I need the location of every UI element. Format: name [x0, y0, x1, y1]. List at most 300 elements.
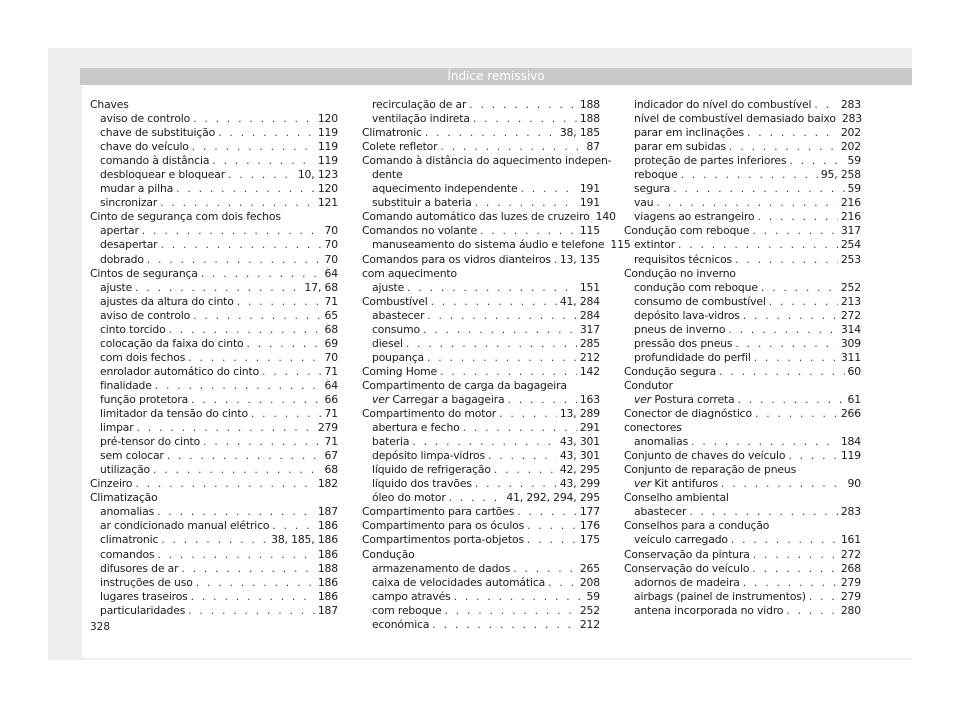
entry-term: dobrado — [100, 252, 144, 266]
page-reference: 280 — [840, 603, 861, 617]
page-reference: 42, 295 — [559, 463, 600, 477]
index-subentry — [362, 182, 600, 196]
page-reference: 279 — [840, 575, 861, 589]
dot-leader — [517, 505, 577, 519]
index-entry — [362, 210, 616, 224]
dot-leader — [160, 238, 321, 252]
dot-leader — [494, 463, 557, 477]
index-subentry — [624, 393, 861, 407]
page-reference: 291 — [579, 421, 600, 435]
index-subentry — [362, 576, 600, 590]
index-subentry — [624, 196, 861, 210]
index-subentry — [624, 238, 861, 252]
dot-leader — [475, 477, 557, 491]
dot-leader — [747, 126, 838, 140]
page-reference: 212 — [579, 350, 600, 364]
dot-leader — [454, 590, 584, 604]
index-subentry — [362, 112, 600, 126]
entry-term: armazenamento de dados — [372, 561, 511, 575]
page-reference: 188 — [579, 98, 600, 111]
index-heading: Compartimento de carga da bagageira — [362, 378, 567, 392]
entry-term: chave do veículo — [100, 140, 189, 154]
entry-term: aquecimento independente — [372, 182, 518, 196]
entry-term: ar condicionado manual elétrico — [100, 519, 270, 533]
page-reference: 176 — [579, 519, 600, 533]
entry-term: segura — [634, 182, 671, 196]
dot-leader — [427, 309, 577, 323]
entry-term: Compartimento para cartões — [362, 505, 515, 519]
entry-term: antena incorporada no vidro — [634, 603, 784, 617]
dot-leader — [247, 337, 322, 351]
index-subentry — [90, 562, 338, 576]
index-subentry — [90, 337, 338, 351]
page-reference: 68 — [324, 463, 338, 477]
index-subentry — [90, 281, 338, 295]
page-reference: 216 — [840, 210, 861, 224]
entry-term: viagens ao estrangeiro — [634, 210, 755, 224]
dot-leader — [681, 168, 818, 182]
dot-leader — [407, 281, 577, 295]
entry-term: desbloquear e bloquear — [100, 168, 226, 182]
page-reference: 65 — [324, 308, 338, 322]
dot-leader — [719, 365, 845, 379]
index-subentry — [624, 351, 861, 365]
see-reference-label: ver — [372, 392, 390, 406]
entry-term: Condução segura — [624, 364, 717, 378]
index-subentry — [624, 168, 861, 182]
dot-leader — [201, 267, 322, 281]
dot-leader — [689, 505, 838, 519]
index-subentry — [90, 365, 338, 379]
page-reference: 191 — [579, 196, 600, 210]
dot-leader — [507, 393, 576, 407]
index-subentry — [362, 618, 600, 632]
entry-term: com dois fechos — [100, 350, 186, 364]
dot-leader — [181, 562, 314, 576]
page-reference: 43, 299 — [559, 477, 600, 491]
entry-term: condução com reboque — [634, 280, 758, 294]
index-subentry — [90, 463, 338, 477]
entry-term: Conjunto de chaves do veículo — [624, 449, 786, 463]
index-column-3 — [624, 98, 861, 618]
dot-leader — [520, 182, 576, 196]
index-entry — [90, 477, 338, 491]
entry-term: difusores de ar — [100, 561, 179, 575]
entry-term: limpar — [100, 421, 134, 435]
dot-leader — [425, 126, 557, 140]
dot-leader — [673, 182, 844, 196]
dot-leader — [135, 477, 315, 491]
entry-term: profundidade do perfil — [634, 350, 751, 364]
dot-leader — [449, 491, 504, 505]
index-heading: Chaves — [90, 98, 129, 111]
index-subentry — [90, 182, 338, 196]
entry-term: anomalias — [634, 435, 689, 449]
dot-leader — [218, 126, 315, 140]
dot-leader — [678, 238, 838, 252]
entry-term: instruções de uso — [100, 575, 193, 589]
entry-term: Condução com reboque — [624, 224, 750, 238]
entry-term: Colete refletor — [362, 140, 438, 154]
index-subentry — [90, 407, 338, 421]
dot-leader — [153, 463, 322, 477]
dot-leader — [731, 533, 838, 547]
page-reference: 252 — [840, 280, 861, 294]
dot-leader — [721, 477, 845, 491]
dot-leader — [196, 576, 315, 590]
page-reference: 268 — [840, 561, 861, 575]
entry-term: económica — [372, 617, 430, 631]
page-reference: 142 — [579, 364, 600, 378]
see-reference-target: Postura correta — [654, 392, 735, 406]
entry-term: poupança — [372, 350, 424, 364]
page-reference: 279 — [317, 421, 338, 435]
dot-leader — [203, 435, 321, 449]
dot-leader — [155, 379, 322, 393]
page-reference: 10, 123 — [297, 168, 338, 182]
page-reference: 161 — [840, 533, 861, 547]
entry-term: recirculação de ar — [372, 98, 467, 111]
entry-term: aviso de controlo — [100, 112, 191, 126]
entry-term: Comandos no volante — [362, 224, 477, 238]
dot-leader — [499, 407, 557, 421]
dot-leader — [488, 449, 557, 463]
page-reference: 71 — [324, 407, 338, 421]
index-subentry — [624, 477, 861, 491]
index-subentry — [362, 562, 600, 576]
index-entry — [362, 224, 600, 238]
entry-term: apertar — [100, 224, 139, 238]
index-subentry — [362, 337, 600, 351]
entry-term: utilização — [100, 463, 151, 477]
entry-term: enrolador automático do cinto — [100, 364, 260, 378]
dot-leader — [423, 323, 577, 337]
index-entry — [362, 407, 600, 421]
entry-term: veículo carregado — [634, 533, 728, 547]
entry-term: campo através — [372, 589, 451, 603]
page-reference: 70 — [324, 350, 338, 364]
index-entry — [90, 267, 338, 281]
index-column-2 — [362, 98, 631, 632]
entry-term: mudar a pilha — [100, 182, 174, 196]
dot-leader — [743, 576, 838, 590]
dot-leader — [167, 449, 322, 463]
dot-leader — [463, 421, 577, 435]
dot-leader — [691, 435, 838, 449]
dot-leader — [788, 449, 838, 463]
page-reference: 317 — [840, 224, 861, 238]
page-reference: 188 — [317, 561, 338, 575]
page-reference: 41, 292, 294, 295 — [506, 491, 600, 505]
dot-leader — [480, 224, 577, 238]
dot-leader — [169, 323, 322, 337]
entry-term: vau — [634, 196, 654, 210]
dot-leader — [228, 168, 295, 182]
dot-leader — [427, 351, 577, 365]
page-reference: 177 — [579, 505, 600, 519]
entry-term: finalidade — [100, 378, 152, 392]
page-reference: 283 — [841, 112, 862, 126]
dot-leader — [752, 562, 838, 576]
page-reference: 186 — [317, 589, 338, 603]
dot-leader — [176, 182, 315, 196]
entry-term: Comandos para os vidros dianteiros — [362, 252, 551, 266]
index-subentry — [90, 238, 338, 252]
page-reference: 59 — [847, 154, 861, 168]
page-reference: 120 — [317, 112, 338, 126]
index-entry — [624, 562, 861, 576]
entry-term: Compartimentos porta-objetos — [362, 533, 524, 547]
dot-leader — [193, 309, 321, 323]
dot-leader — [735, 253, 838, 267]
index-subentry — [90, 196, 338, 210]
entry-term: nível de combustível demasiado baixo — [634, 112, 836, 126]
index-subentry — [624, 126, 861, 140]
index-subentry — [90, 576, 338, 590]
entry-term: depósito limpa-vidros — [372, 449, 485, 463]
index-entry — [362, 295, 600, 309]
page-reference: 202 — [840, 126, 861, 140]
page-reference: 175 — [579, 533, 600, 547]
entry-term: substituir a bateria — [372, 196, 472, 210]
page-reference: 213 — [840, 294, 861, 308]
index-subentry — [362, 590, 600, 604]
entry-term: bateria — [372, 435, 410, 449]
entry-term: abastecer — [372, 308, 425, 322]
dot-leader — [406, 337, 577, 351]
index-subentry — [90, 533, 338, 547]
dot-leader — [157, 505, 315, 519]
index-entry — [624, 365, 861, 379]
entry-term: pré-tensor do cinto — [100, 435, 201, 449]
page-reference: 43, 301 — [559, 449, 600, 463]
entry-term: Cintos de segurança — [90, 266, 198, 280]
page-reference: 66 — [324, 392, 338, 406]
page-reference: 119 — [317, 126, 338, 140]
entry-term: Conservação da pintura — [624, 547, 750, 561]
index-subentry — [624, 590, 861, 604]
page-reference: 266 — [840, 407, 861, 421]
entry-term: parar em inclinações — [634, 126, 745, 140]
dot-leader — [193, 112, 315, 126]
index-heading: Conselhos para a condução — [624, 519, 770, 533]
page-reference: 191 — [579, 182, 600, 196]
entry-term — [372, 393, 504, 407]
dot-leader — [475, 196, 577, 210]
page-reference: 38, 185, 186 — [271, 533, 338, 547]
index-subentry — [90, 295, 338, 309]
entry-term: abertura e fecho — [372, 421, 460, 435]
page-reference: 69 — [324, 336, 338, 350]
entry-term: particularidades — [100, 603, 186, 617]
entry-term: parar em subidas — [634, 140, 727, 154]
dot-leader — [729, 140, 838, 154]
entry-term: Conservação do veículo — [624, 561, 750, 575]
index-subentry — [90, 590, 338, 604]
index-subentry — [624, 533, 861, 547]
page-reference: 64 — [324, 378, 338, 392]
dot-leader — [431, 295, 557, 309]
entry-term: ajuste — [100, 280, 133, 294]
dot-leader — [135, 281, 301, 295]
index-column-1 — [90, 98, 338, 618]
page-reference: 184 — [840, 435, 861, 449]
page-reference: 59 — [847, 182, 861, 196]
index-subentry — [90, 505, 338, 519]
page-reference: 188 — [579, 112, 600, 126]
page-reference: 71 — [324, 294, 338, 308]
dot-leader — [754, 351, 838, 365]
entry-term: ajuste — [372, 280, 405, 294]
page-reference: 283 — [840, 98, 861, 111]
page-reference: 70 — [324, 238, 338, 252]
index-entry — [624, 449, 861, 463]
page-reference: 140 — [595, 210, 616, 224]
index-subentry — [90, 548, 338, 562]
entry-term: indicador do nível do combustível — [634, 98, 812, 111]
index-entry — [362, 365, 600, 379]
dot-leader — [440, 140, 583, 154]
entry-term: sem colocar — [100, 449, 164, 463]
index-subentry — [90, 435, 338, 449]
index-subentry — [362, 98, 600, 112]
entry-term: airbags (painel de instrumentos) — [634, 589, 806, 603]
index-heading: Conjunto de reparação de pneus — [624, 463, 797, 477]
entry-term: Cinzeiro — [90, 477, 133, 491]
index-subentry — [362, 238, 631, 252]
index-subentry — [90, 393, 338, 407]
page-reference: 284 — [579, 308, 600, 322]
index-subentry — [362, 196, 600, 210]
dot-leader — [188, 351, 321, 365]
page-reference: 187 — [317, 505, 338, 519]
entry-term: diesel — [372, 336, 403, 350]
page-reference: 90 — [847, 477, 861, 491]
dot-leader — [761, 281, 838, 295]
page-reference: 41, 284 — [559, 294, 600, 308]
entry-term: adornos de madeira — [634, 575, 740, 589]
dot-leader — [191, 590, 315, 604]
entry-term: proteção de partes inferiores — [634, 154, 787, 168]
page-reference: 70 — [324, 252, 338, 266]
entry-term: ajustes da altura do cinto — [100, 294, 234, 308]
dot-leader — [444, 604, 576, 618]
dot-leader — [192, 140, 315, 154]
index-heading: Climatização — [90, 491, 158, 505]
entry-term: lugares traseiros — [100, 589, 188, 603]
index-subentry — [624, 182, 861, 196]
index-subentry — [362, 463, 600, 477]
entry-term: consumo — [372, 322, 420, 336]
page-reference: 272 — [840, 308, 861, 322]
index-subentry — [362, 393, 600, 407]
index-subentry — [624, 210, 861, 224]
index-subentry — [624, 505, 861, 519]
see-reference-label: ver — [634, 392, 652, 406]
entry-term: chave de substituição — [100, 126, 216, 140]
entry-term: Combustível — [362, 294, 428, 308]
page-reference: 186 — [317, 575, 338, 589]
page-reference: 309 — [840, 336, 861, 350]
page-reference: 13, 135 — [559, 252, 600, 266]
entry-term: Comando automático das luzes de cruzeiro — [362, 210, 590, 224]
index-entry — [362, 140, 600, 154]
index-subentry — [624, 253, 861, 267]
index-heading: conectores — [624, 421, 682, 435]
entry-term: depósito lava-vidros — [634, 308, 740, 322]
section-header — [80, 68, 912, 85]
index-entry — [362, 519, 600, 533]
index-subentry — [624, 309, 861, 323]
dot-leader — [160, 196, 315, 210]
entry-term: aviso de controlo — [100, 308, 191, 322]
page-reference: 119 — [840, 449, 861, 463]
page-reference: 212 — [579, 617, 600, 631]
dot-leader — [440, 365, 577, 379]
dot-leader — [191, 393, 321, 407]
entry-term: colocação da faixa do cinto — [100, 336, 244, 350]
entry-term: cinto torcido — [100, 322, 166, 336]
index-subentry — [362, 477, 600, 491]
index-subentry — [362, 421, 600, 435]
index-subentry — [90, 224, 338, 238]
index-subentry — [90, 140, 338, 154]
index-subentry — [624, 140, 861, 154]
page-reference: 68 — [324, 322, 338, 336]
page-reference: 121 — [317, 196, 338, 210]
dot-leader — [237, 295, 322, 309]
page-reference: 163 — [579, 392, 600, 406]
entry-term: manuseamento do sistema áudio e telefone — [372, 238, 605, 252]
dot-leader — [786, 604, 837, 618]
page-reference: 186 — [317, 519, 338, 533]
page-reference: 208 — [579, 575, 600, 589]
index-subentry — [90, 323, 338, 337]
entry-term: líquido dos travões — [372, 477, 472, 491]
dot-leader — [769, 295, 838, 309]
dot-leader — [212, 154, 314, 168]
dot-leader — [412, 435, 556, 449]
index-subentry — [90, 604, 338, 618]
entry-term: limitador da tensão do cinto — [100, 407, 248, 421]
index-subentry — [362, 491, 600, 505]
page-reference: 71 — [324, 364, 338, 378]
page-reference: 70 — [324, 224, 338, 238]
index-subentry — [624, 337, 861, 351]
dot-leader — [737, 393, 844, 407]
page-reference: 59 — [586, 589, 600, 603]
entry-term: óleo do motor — [372, 491, 446, 505]
entry-term: ventilação indireta — [372, 112, 470, 126]
dot-leader — [161, 533, 268, 547]
page-reference: 182 — [317, 477, 338, 491]
dot-leader — [473, 112, 577, 126]
page-reference: 265 — [579, 561, 600, 575]
page-reference: 95, 258 — [820, 168, 861, 182]
page-reference: 38, 185 — [559, 126, 600, 140]
dot-leader — [656, 196, 837, 210]
page-reference: 253 — [840, 252, 861, 266]
index-subentry — [90, 253, 338, 267]
dot-leader — [755, 407, 838, 421]
entry-term: desapertar — [100, 238, 158, 252]
index-entry — [624, 548, 861, 562]
dot-leader — [527, 519, 577, 533]
dot-leader — [789, 154, 844, 168]
index-subentry — [362, 435, 600, 449]
page-reference: 285 — [579, 336, 600, 350]
entry-term: Conector de diagnóstico — [624, 407, 752, 421]
